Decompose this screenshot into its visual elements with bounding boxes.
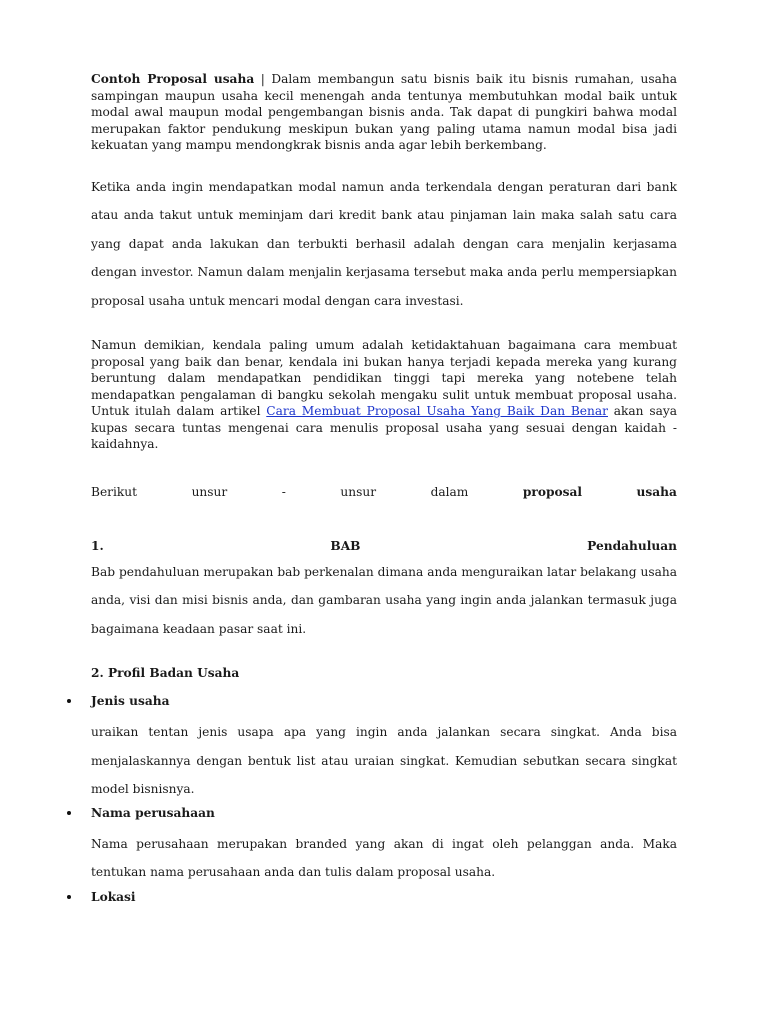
unsur-word: unsur bbox=[340, 484, 377, 499]
unsur-word: - bbox=[281, 484, 286, 499]
bullet-label: Nama perusahaan bbox=[91, 805, 215, 820]
nama-perusahaan-text: Nama perusahaan merupakan branded yang akan di ingat oleh pelanggan anda. Maka tentukan nama perusahaan anda dan tulis dalam proposal usaha. bbox=[91, 836, 677, 879]
section1-bab: BAB bbox=[330, 538, 361, 553]
kendala-text-before: Namun demikian, kendala paling umum adalah ketidaktahuan bagaimana cara membuat proposal yang baik dan benar, kendala ini bukan hanya terjadi kepada mereka yang kurang beruntung dalam mendapatkan pendidikan tinggi tapi mereka yang notebene telah mendapatkan pengalaman di bangku sekolah mengaku sulit untuk membuat proposal usaha. Untuk itulah dalam artikel bbox=[91, 338, 677, 418]
section1-heading bbox=[91, 538, 677, 554]
intro-text: | Dalam membangun satu bisnis baik itu bisnis rumahan, usaha sampingan maupun usaha kecil menengah anda tentunya membutuhkan modal baik untuk modal awal maupun modal pengembangan bisnis anda. Tak dapat di pungkiri bahwa modal merupakan faktor pendukung meskipun bukan yang paling utama namun modal bisa jadi kekuatan yang mampu mendongkrak bisnis anda agar lebih berkembang. bbox=[91, 72, 677, 152]
bullet-dot-icon bbox=[67, 811, 71, 815]
paragraph-kendala bbox=[91, 337, 677, 453]
article-link[interactable]: Cara Membuat Proposal Usaha Yang Baik Dan Benar bbox=[266, 404, 608, 418]
document-body bbox=[91, 71, 677, 905]
section2-heading: 2. Profil Badan Usaha bbox=[91, 666, 240, 680]
bullet-label: Lokasi bbox=[91, 889, 136, 904]
paragraph-modal-investor: Ketika anda ingin mendapatkan modal namun anda terkendala dengan peraturan dari bank atau anda takut untuk meminjam dari kredit bank atau pinjaman lain maka salah satu cara yang dapat anda lakukan dan terbukti berhasil adalah dengan cara menjalin kerjasama dengan investor. Namun dalam menjalin kerjasama tersebut maka anda perlu mempersiapkan proposal usaha untuk mencari modal dengan cara investasi. bbox=[91, 179, 677, 308]
unsur-word: Berikut bbox=[91, 484, 138, 499]
kendala-text-after: akan saya kupas secara tuntas mengenai cara menulis proposal usaha yang sesuai dengan kaidah - kaidahnya. bbox=[91, 404, 678, 451]
unsur-line bbox=[91, 484, 677, 500]
bullet-dot-icon bbox=[67, 699, 71, 703]
intro-title: Contoh Proposal usaha bbox=[91, 72, 255, 86]
bullet-lokasi bbox=[91, 889, 677, 905]
jenis-usaha-text: uraikan tentan jenis usapa apa yang ingin anda jalankan secara singkat. Anda bisa menjalaskannya dengan bentuk list atau uraian singkat. Kemudian sebutkan secara singkat model bisnisnya. bbox=[91, 725, 677, 796]
bullet-label: Jenis usaha bbox=[91, 694, 170, 708]
bullet-dot-icon bbox=[67, 895, 71, 899]
unsur-word: unsur bbox=[191, 484, 228, 499]
unsur-word: dalam bbox=[430, 484, 469, 499]
intro-paragraph bbox=[91, 71, 677, 154]
unsur-word-bold: proposal bbox=[522, 484, 583, 499]
section1-text: Bab pendahuluan merupakan bab perkenalan dimana anda menguraikan latar belakang usaha anda, visi dan misi bisnis anda, dan gambaran usaha yang ingin anda jalankan termasuk juga bagaimana keadaan pasar saat ini. bbox=[91, 564, 677, 636]
section1-number: 1. bbox=[91, 538, 104, 553]
section1-title: Pendahuluan bbox=[587, 538, 677, 553]
bullet-jenis-usaha bbox=[91, 693, 677, 709]
unsur-word-bold: usaha bbox=[636, 484, 677, 499]
bullet-nama-perusahaan bbox=[91, 805, 677, 821]
